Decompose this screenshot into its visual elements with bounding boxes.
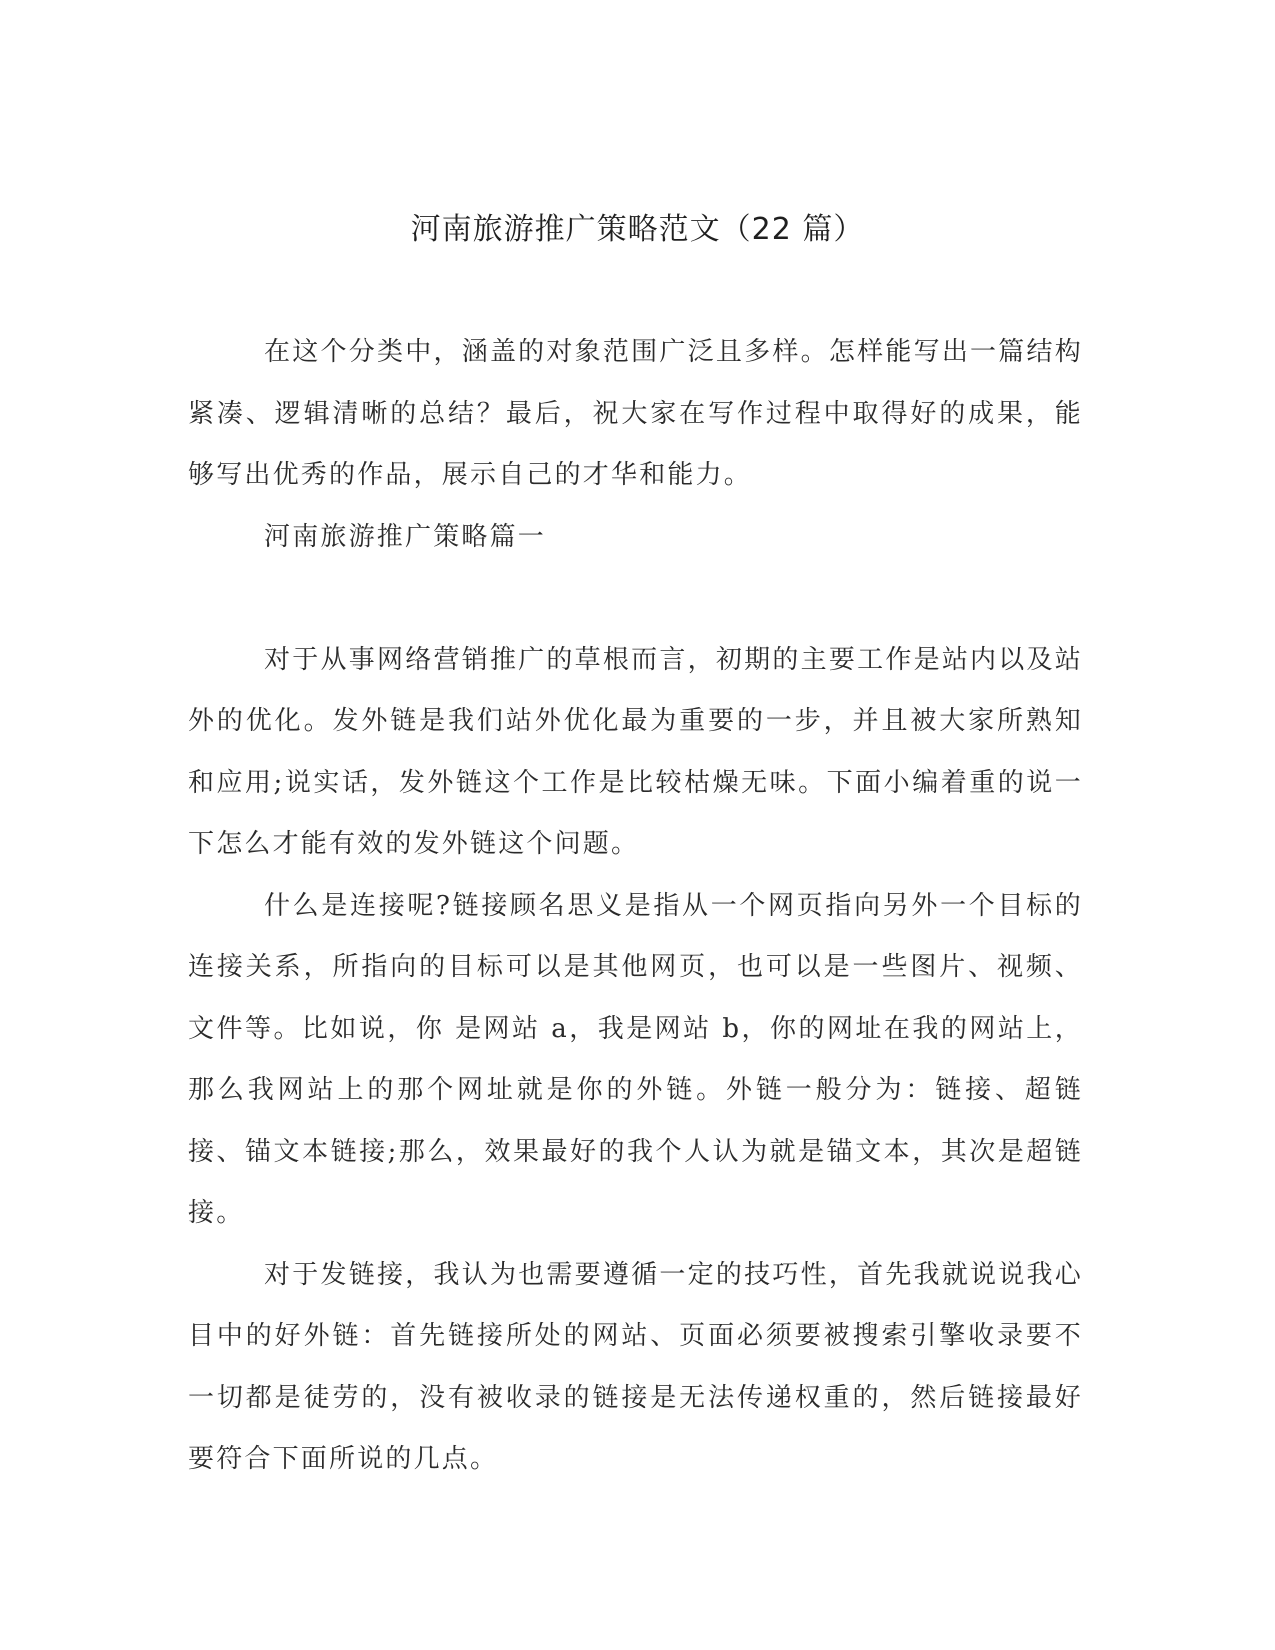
paragraph-intro: 在这个分类中，涵盖的对象范围广泛且多样。怎样能写出一篇结构紧凑、逻辑清晰的总结？最后，祝大家在写作过程中取得好的成果，能够写出优秀的作品，展示自己的才华和能力。 [188, 337, 1083, 490]
paragraph: 对于从事网络营销推广的草根而言，初期的主要工作是站内以及站外的优化。发外链是我们站外优化最为重要的一步，并且被大家所熟知和应用;说实话，发外链这个工作是比较枯燥无味。下面小编着重的说一下怎么才能有效的发外链这个问题。 [188, 644, 1083, 859]
document-body [188, 322, 1083, 1491]
section-heading: 河南旅游推广策略篇一 [264, 521, 547, 552]
document-title: 河南旅游推广策略范文（22 篇） [410, 212, 865, 247]
paragraph: 对于发链接，我认为也需要遵循一定的技巧性，首先我就说说我心目中的好外链：首先链接所处的网站、页面必须要被搜索引擎收录要不一切都是徒劳的，没有被收录的链接是无法传递权重的，然后链接最好要符合下面所说的几点。 [188, 1259, 1083, 1474]
paragraph: 什么是连接呢?链接顾名思义是指从一个网页指向另外一个目标的连接关系，所指向的目标可以是其他网页，也可以是一些图片、视频、文件等。比如说，你 是网站 a，我是网站 b，你的网址在我的网站上，那么我网站上的那个网址就是你的外链。外链一般分为：链接、超链接、锚文本链接;那么，效果最好的我个人认为就是锚文本，其次是超链接。 [188, 890, 1083, 1228]
